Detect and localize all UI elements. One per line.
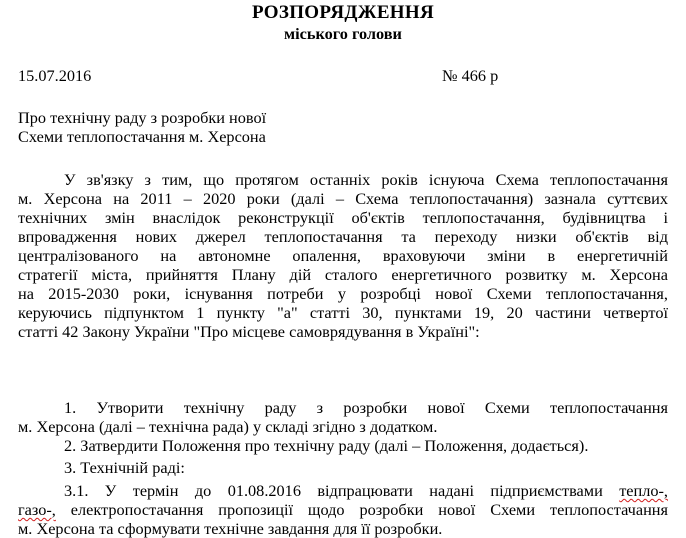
item-line: 1. Утворити технічну раду з розробки нової Схеми теплопостачання <box>64 398 668 417</box>
spellcheck-flagged-word[interactable]: тепло-, <box>619 481 668 500</box>
item-text: 3.1. У термін до 01.08.2016 відпрацювати надані підприємствами <box>64 481 603 500</box>
document-date: 15.07.2016 <box>18 66 92 85</box>
preamble-line: статті 42 Закону України "Про місцеве самоврядування в Україні": <box>18 322 480 341</box>
item-line <box>18 500 668 519</box>
preamble-line: технічних змін внаслідок реконструкції об'єктів теплопостачання, будівництва і <box>18 208 668 227</box>
item-text: електропостачання пропозиції щодо розробки нової Схеми теплопостачання <box>70 500 668 519</box>
document-subject <box>18 108 266 146</box>
item-line <box>18 481 668 500</box>
item-3-1 <box>18 481 668 538</box>
subject-line: Схеми теплопостачання м. Херсона <box>18 127 266 146</box>
item-line: 2. Затвердити Положення про технічну раду (далі – Положення, додається). <box>64 436 589 455</box>
preamble-paragraph <box>18 170 668 341</box>
preamble-line: на 2015-2030 роки, існування потреби у розробці нової Схеми теплопостачання, <box>18 284 668 303</box>
spellcheck-flagged-word[interactable]: газо-, <box>18 500 56 519</box>
item-2 <box>18 436 668 455</box>
item-line: м. Херсона та сформувати технічне завдання для її розробки. <box>18 519 443 538</box>
document-subtitle: міського голови <box>284 24 402 43</box>
preamble-line: керуючись підпунктом 1 пункту "а" статті 30, пунктами 19, 20 частини четвертої <box>18 303 668 322</box>
subject-line: Про технічну раду з розробки нової <box>18 108 267 127</box>
item-1 <box>18 398 668 436</box>
document-title: РОЗПОРЯДЖЕННЯ <box>252 2 434 23</box>
item-line: 3. Технічній раді: <box>64 458 185 477</box>
preamble-line: впровадження нових джерел теплопостачання та переходу низки об'єктів від <box>18 227 668 246</box>
preamble-line: У зв'язку з тим, що протягом останніх років існуюча Схема теплопостачання <box>64 170 668 189</box>
preamble-line: м. Херсона на 2011 – 2020 роки (далі – Схема теплопостачання) зазнала суттєвих <box>18 189 668 208</box>
item-3 <box>18 458 668 477</box>
document-number: № 466 р <box>442 66 499 85</box>
preamble-line: централізованого на автономне опалення, враховуючи зміни в енергетичній <box>18 246 668 265</box>
preamble-line: стратегії міста, прийняття Плану дій сталого енергетичного розвитку м. Херсона <box>18 265 668 284</box>
item-line: м. Херсона (далі – технічна рада) у складі згідно з додатком. <box>18 417 438 436</box>
